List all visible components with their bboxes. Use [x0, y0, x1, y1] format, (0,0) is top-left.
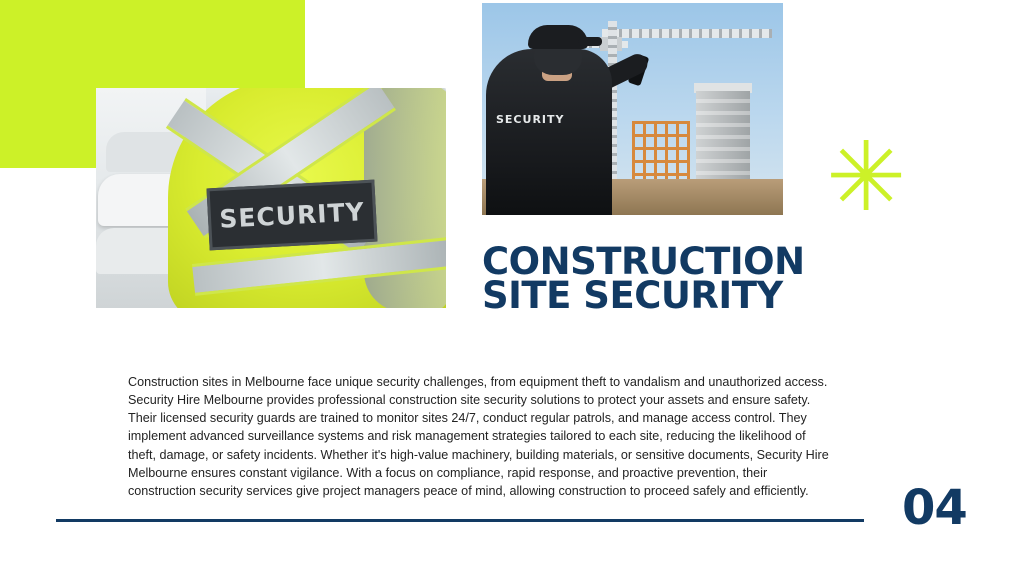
tower-texture [696, 99, 750, 183]
footer-divider [56, 519, 864, 522]
security-guard-vest-photo [96, 88, 446, 308]
page-title-line-2: SITE SECURITY [482, 274, 783, 318]
page-title [482, 240, 902, 318]
security-guard-construction-site-photo [482, 3, 783, 215]
asterisk-icon: ✳ [826, 121, 907, 233]
security-patch [206, 180, 377, 251]
guard-cap [528, 25, 588, 49]
scaffolding [632, 121, 690, 185]
page-title-line-1: CONSTRUCTION [482, 240, 805, 283]
guard-jacket-label: SECURITY [496, 113, 565, 126]
crane-jib [602, 29, 772, 38]
body-paragraph: Construction sites in Melbourne face unique security challenges, from equipment theft to vandalism and unauthorized access. Security Hire Melbourne provides professional construction site security solutions to protect your assets and ensure safety. Their licensed security guards are trained to monitor sites 24/7, conduct regular patrols, and manage access control. They implement advanced surveillance systems and risk management strategies tailored to each site, reducing the likelihood of theft, damage, or safety incidents. Whether it's high-value machinery, building materials, or sensitive documents, Security Hire Melbourne ensures constant vigilance. With a focus on compliance, rapid response, and proactive prevention, their construction security services give project managers peace of mind, allowing construction to proceed safely and efficiently. [128, 374, 829, 499]
page-number: 04 [902, 480, 967, 536]
security-patch-label: SECURITY [218, 196, 366, 234]
